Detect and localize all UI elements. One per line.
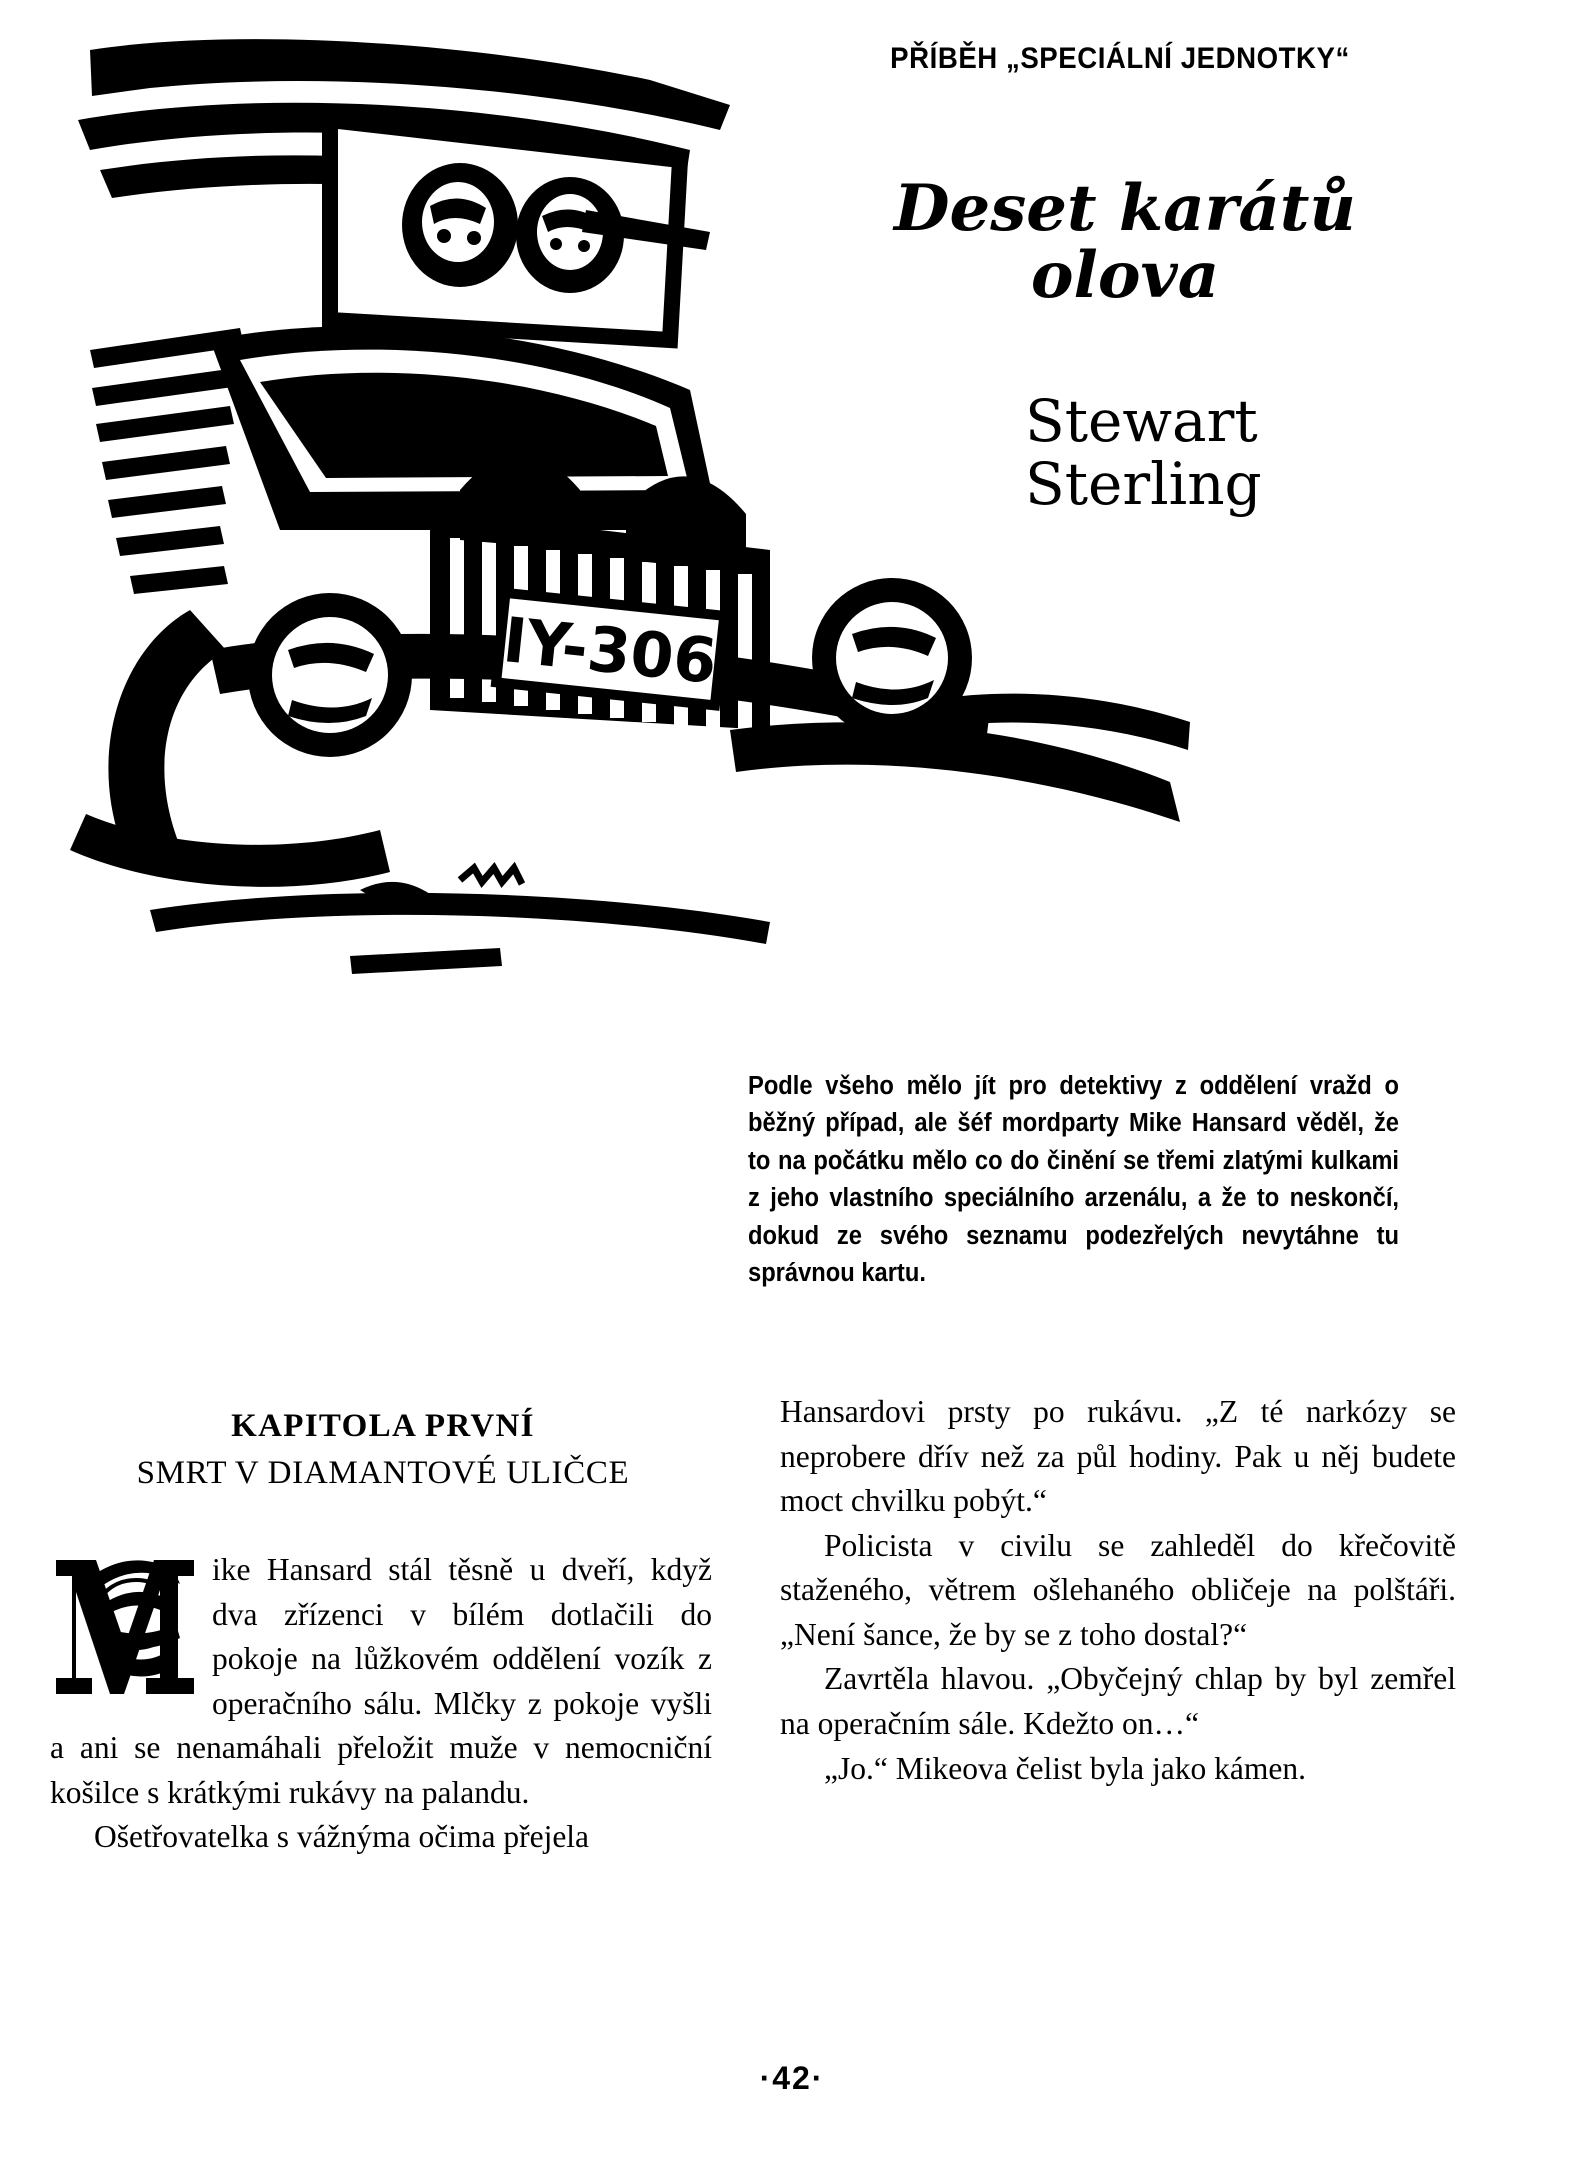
story-illustration (30, 10, 1280, 1040)
paragraph: Policista v civilu se zahleděl do křečovitě staženého, větrem ošlehaného obličeje na polštáři. „Není šance, že by se z toho dostal?“ (780, 1527, 1456, 1652)
author-line-1: Stewart (1025, 387, 1258, 455)
paragraph: ike Hansard stál těsně u dveří, když dva zřízenci v bílém dotlačili do pokoje na lůžkovém oddělení vozík z operačního sálu. Mlčky z pokoje vyšli a ani se nenamáhali přeložit muže v nemocniční košilce s krátkými rukávy na palandu. (50, 1552, 712, 1810)
body-column-right (780, 1390, 1456, 1791)
svg-text:IY-306: IY-306 (499, 603, 721, 699)
story-deck: Podle všeho mělo jít pro detektivy z oddělení vražd o běžný případ, ale šéf mordparty Mike Hansard věděl, že to na počátku mělo co do činění se třemi zlatými kulkami z jeho vlastního speciálního arzenálu, a že to neskončí, dokud ze svého seznamu podezřelých nevytáhne tu správnou kartu. (748, 1072, 1399, 1288)
paragraph: Hansardovi prsty po rukávu. „Z té narkózy se neprobere dřív než za půl hodiny. Pak u něj budete moct chvilku pobýt.“ (780, 1394, 1456, 1519)
paragraph: „Jo.“ Mikeova čelist byla jako kámen. (824, 1750, 1306, 1786)
page-number: ·42· (759, 2060, 825, 2096)
dropcap-block (50, 1548, 712, 1815)
chapter-heading (58, 1408, 708, 1492)
story-kicker: PŘÍBĚH „SPECIÁLNÍ JEDNOTKY“ (890, 42, 1350, 75)
author-line-2: Sterling (1025, 449, 1262, 518)
page-title (790, 171, 1460, 314)
chapter-title: SMRT V DIAMANTOVÉ ULIČCE (136, 1455, 630, 1491)
chapter-number: KAPITOLA PRVNÍ (231, 1408, 535, 1444)
author-name (1025, 387, 1465, 518)
dropcap-letter-m (50, 1552, 200, 1700)
body-column-left (50, 1548, 712, 1860)
paragraph: Ošetřovatelka s vážnýma očima přejela (94, 1819, 590, 1855)
title-line-2: olova (1030, 238, 1220, 314)
paragraph: Zavrtěla hlavou. „Obyčejný chlap by byl zemřel na operačním sále. Kdežto on…“ (780, 1661, 1456, 1741)
title-line-1: Deset karátů (894, 171, 1356, 246)
